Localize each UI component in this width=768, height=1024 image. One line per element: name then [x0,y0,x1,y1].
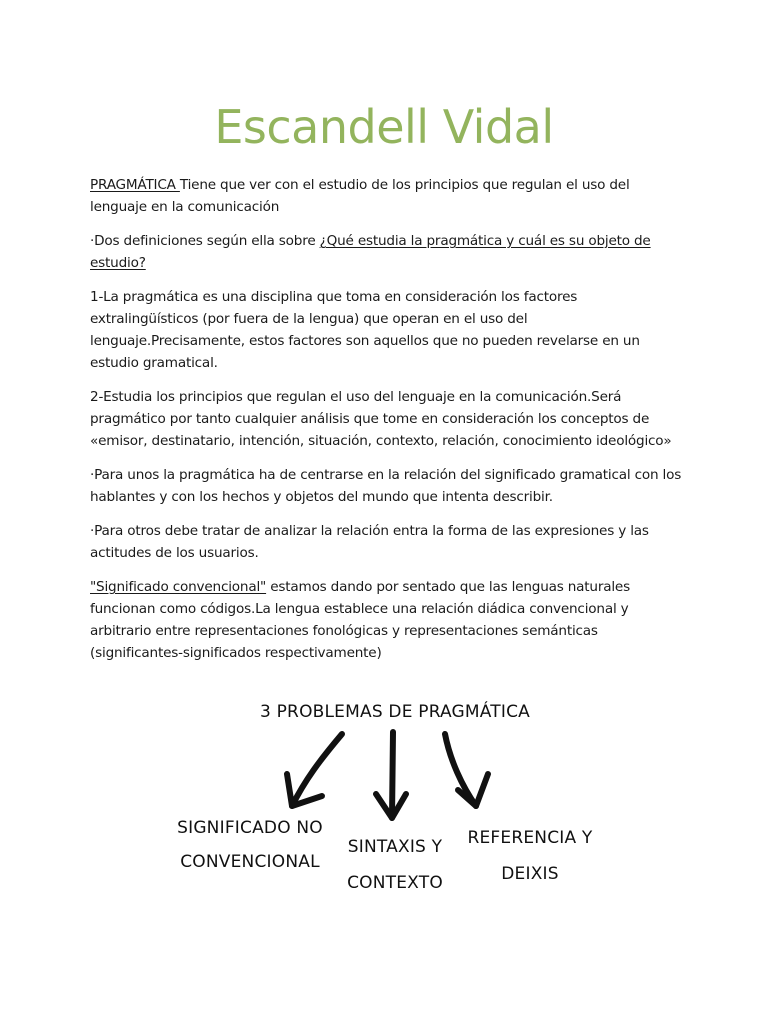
arrow-center-icon [392,732,393,818]
paragraph-para-unos: ·Para unos la pragmática ha de centrarse en la relación del significado gramatical con los hablantes y con los hechos y objetos del mundo que intenta describir. [90,467,682,505]
problem-right-line2: DEIXIS [501,864,559,884]
term-pragmatica: PRAGMÁTICA [90,177,180,193]
term-significado-convencional: "Significado convencional" [90,579,267,595]
paragraph-para-otros: ·Para otros debe tratar de analizar la relación entra la forma de las expresiones y las actitudes de los usuarios. [90,523,649,561]
paragraph-significado-convencional [90,576,686,664]
paragraph-text: Tiene que ver con el estudio de los principios que regulan el uso del lenguaje en la comunicación [90,177,630,215]
problem-left-line2: CONVENCIONAL [180,852,320,872]
page-title: Escandell Vidal [214,100,554,154]
document-body [90,174,686,676]
problem-right-line1: REFERENCIA Y [467,828,593,848]
paragraph-pragmatica [90,174,686,218]
diagram-heading: 3 PROBLEMAS DE PRAGMÁTICA [259,702,531,722]
paragraph-text: ·Dos definiciones según ella sobre [90,233,320,249]
paragraph-definiciones [90,230,686,274]
problems-diagram [0,690,768,910]
question-underlined: ¿Qué estudia la pragmática y cuál es su objeto de estudio? [90,233,651,271]
problem-left-line1: SIGNIFICADO NO [177,818,323,838]
paragraph-definicion-1: 1-La pragmática es una disciplina que toma en consideración los factores extralingüísticos (por fuera de la lengua) que operan en el uso del lenguaje.Precisamente, estos factores son aquellos que no pueden revelarse en un estudio gramatical. [90,289,640,371]
problem-center-line2: CONTEXTO [347,873,443,893]
paragraph-text: estamos dando por sentado que las lenguas naturales funcionan como códigos.La lengua establece una relación diádica convencional y arbitrario entre representaciones fonológicas y representaciones semánticas (significantes-significados respectivamente) [90,579,630,661]
problem-center-line1: SINTAXIS Y [347,837,443,857]
paragraph-definicion-2: 2-Estudia los principios que regulan el uso del lenguaje en la comunicación.Será pragmático por tanto cualquier análisis que tome en consideración los conceptos de «emisor, destinatario, intención, situación, contexto, relación, conocimiento ideológico» [90,389,672,449]
